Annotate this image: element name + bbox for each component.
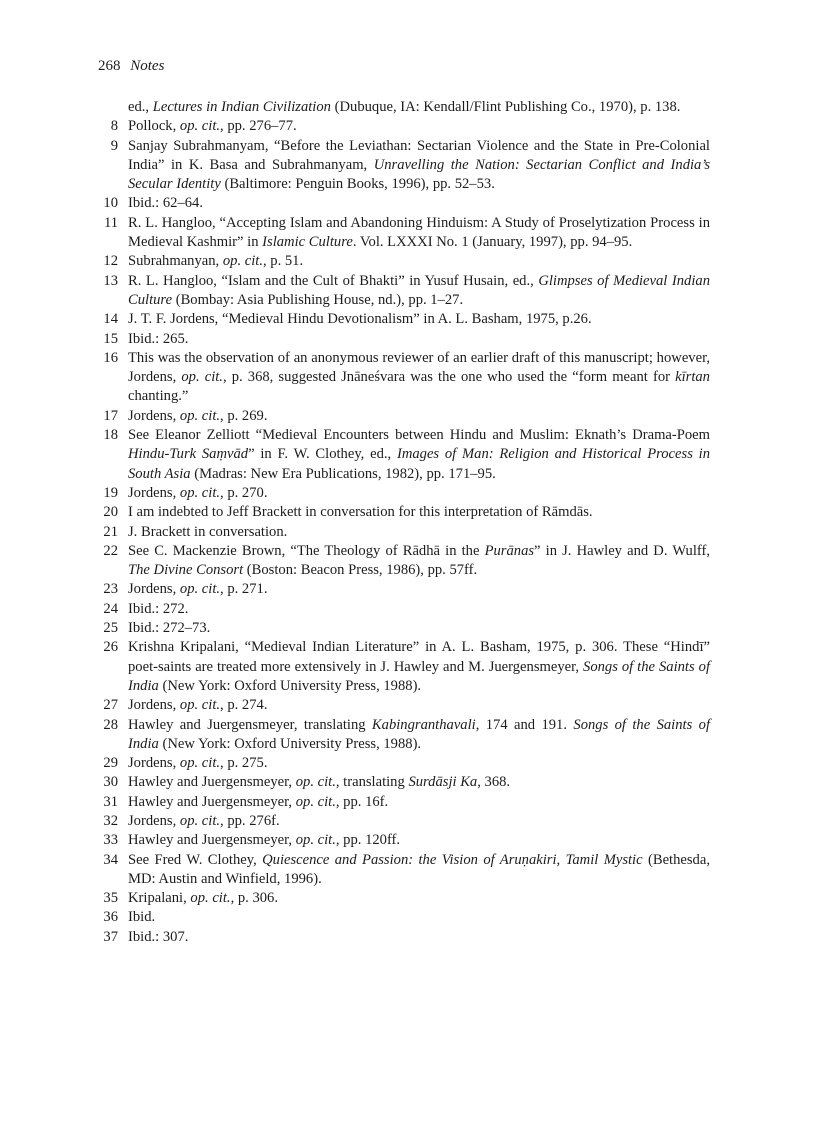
note-item [98,137,710,195]
note-italic-segment: Songs of the Saints of India [128,658,710,694]
note-item [98,523,710,542]
note-text [128,542,710,581]
note-item [98,831,710,850]
note-item [98,426,710,484]
note-number: 15 [103,330,118,347]
note-item [98,117,710,136]
note-segment: (Bethesda, MD: Austin and Winfield, 1996). [128,851,710,887]
note-text [128,137,710,195]
note-segment: chanting.” [128,388,189,405]
page-number: 268 [98,58,121,74]
note-segment: Jordens, [128,484,180,501]
note-segment: , p. 269. [220,407,268,424]
note-text [128,716,710,755]
note-item [98,619,710,638]
note-segment: Ibid.: 272. [128,600,189,617]
note-number: 36 [103,909,118,926]
note-segment: , p. 368, suggested Jnāneśvara was the one who used the “form meant for [222,369,676,386]
note-italic-segment: op. cit. [179,755,221,772]
note-text [128,928,710,947]
note-segment: Hawley and Juergensmeyer, [128,832,296,849]
note-text [128,908,710,927]
note-italic-segment: Songs of the Saints of India [128,716,710,752]
note-segment: Sanjay Subrahmanyam, “Before the Leviathan: Sectarian Violence and the State in Pre-Colonial India” in K. Basa and Subrahmanyam, [128,137,710,173]
note-italic-segment: Lectures in Indian Civilization [152,99,331,115]
note-number: 18 [103,427,118,444]
note-text [128,349,710,407]
note-text [128,214,710,253]
note-number: 23 [103,581,118,598]
note-number: 12 [103,253,118,270]
note-segment: Pollock, [128,118,180,135]
note-number: 10 [103,195,118,212]
note-segment: , pp. 276–77. [220,118,297,135]
note-segment: Ibid. [128,909,156,926]
note-segment: , pp. 120ff. [335,832,401,849]
note-text [128,773,710,792]
note-italic-segment: Kabingranthavali [371,716,476,733]
note-number: 14 [103,311,118,328]
note-segment: (New York: Oxford University Press, 1988). [158,677,422,694]
note-segment: ” in J. Hawley and D. Wulff, [534,542,710,559]
note-segment: See Eleanor Zelliott “Medieval Encounters between Hindu and Muslim: Eknath’s Drama-Poem [128,427,710,444]
note-text [128,484,710,503]
note-segment: Jordens, [128,812,180,829]
note-text [128,310,710,329]
note-segment: Jordens, [128,755,180,772]
note-text [128,503,710,522]
note-segment: , p. 271. [220,581,268,598]
note-number: 20 [103,504,118,521]
note-segment: J. T. F. Jordens, “Medieval Hindu Devotionalism” in A. L. Basham, 1975, p.26. [128,311,592,328]
note-italic-segment: op. cit. [222,253,263,270]
note-text [128,638,710,696]
note-number: 17 [103,407,118,424]
note-text [128,407,710,426]
note-segment: , p. 270. [220,484,268,501]
note-number: 21 [103,523,118,540]
note-text [128,696,710,715]
note-text [128,580,710,599]
note-text [128,754,710,773]
note-italic-segment: Surdāsji Ka [408,774,478,791]
note-number: 26 [103,639,118,656]
note-segment: (New York: Oxford University Press, 1988). [158,735,422,752]
note-number: 30 [103,774,118,791]
note-item [98,542,710,581]
note-segment: Jordens, [128,581,180,598]
note-number: 27 [103,697,118,714]
note-item [98,773,710,792]
note-text [128,330,710,349]
note-segment: Jordens, [128,697,180,714]
note-item [98,484,710,503]
note-segment: R. L. Hangloo, “Accepting Islam and Abandoning Hinduism: A Study of Proselytization Process in Medieval Kashmir” in [128,214,710,251]
note-italic-segment: op. cit. [179,581,221,598]
note-text [128,619,710,638]
note-item [98,696,710,715]
note-item [98,716,710,755]
note-item [98,793,710,812]
note-segment: Hawley and Juergensmeyer, [128,793,296,810]
note-number: 25 [103,620,118,637]
note-italic-segment: op. cit. [179,407,221,424]
note-segment: ” in F. W. Clothey, ed., [248,446,397,463]
note-item [98,98,710,117]
note-item [98,349,710,407]
note-number: 9 [110,137,118,154]
note-segment: Hawley and Juergensmeyer, translating [128,716,372,733]
note-segment: Hawley and Juergensmeyer, [128,774,296,791]
note-segment: See Fred W. Clothey, [128,851,263,868]
note-italic-segment: op. cit. [179,118,221,135]
note-italic-segment: Islamic Culture [262,234,353,251]
note-segment: This was the observation of an anonymous reviewer of an earlier draft of this manuscript; however, Jordens, [128,349,710,386]
note-segment: Subrahmanyan, [128,253,223,270]
note-text [128,523,710,542]
note-segment: Kripalani, [128,890,191,907]
note-item [98,503,710,522]
note-item [98,252,710,271]
note-text [128,812,710,831]
note-segment: . Vol. LXXXI No. 1 (January, 1997), pp. 94–95. [352,234,633,251]
note-text [128,793,710,812]
running-head [98,56,164,76]
note-item [98,272,710,311]
note-number: 19 [103,484,118,501]
note-item [98,851,710,890]
note-segment: (Dubuque, IA: Kendall/Flint Publishing Co., 1970), p. 138. [330,99,681,115]
note-segment: , p. 306. [230,890,278,907]
note-number: 11 [103,214,118,231]
note-text [128,851,710,890]
note-number: 31 [103,793,118,810]
note-segment: (Madras: New Era Publications, 1982), pp. 171–95. [190,465,496,482]
note-segment: Ibid.: 265. [128,330,189,347]
note-item [98,889,710,908]
note-segment: , p. 51. [262,253,304,270]
note-number: 16 [103,349,118,366]
note-item [98,330,710,349]
note-number: 35 [103,890,118,907]
note-segment: , pp. 276f. [220,812,280,829]
note-segment: Ibid.: 62–64. [128,195,203,212]
note-text [128,252,710,271]
note-text [128,889,710,908]
note-segment: , pp. 16f. [335,793,389,810]
note-item [98,214,710,253]
note-item [98,638,710,696]
note-item [98,928,710,947]
note-italic-segment: op. cit. [179,484,221,501]
note-segment: , 368. [477,774,511,791]
note-item [98,580,710,599]
note-text [128,831,710,850]
note-text [128,194,710,213]
note-italic-segment: op. cit. [295,793,336,810]
note-item [98,194,710,213]
note-italic-segment: op. cit. [181,369,223,386]
note-number: 24 [103,600,118,617]
note-italic-segment: Quiescence and Passion: the Vision of Aruṇakiri, Tamil Mystic [262,851,643,868]
note-item [98,600,710,619]
note-number: 33 [103,832,118,849]
note-item [98,310,710,329]
note-segment: , p. 275. [220,755,268,772]
note-italic-segment: op. cit. [179,697,221,714]
note-segment: , p. 274. [220,697,268,714]
note-italic-segment: op. cit. [295,774,336,791]
note-segment: Ibid.: 272–73. [128,620,211,637]
note-item [98,908,710,927]
note-number: 8 [110,118,118,135]
note-segment: J. Brackett in conversation. [128,523,288,540]
note-italic-segment: Glimpses of Medieval Indian Culture [128,272,711,308]
note-number: 22 [103,542,118,559]
note-italic-segment: op. cit. [179,812,221,829]
note-segment: I am indebted to Jeff Brackett in conversation for this interpretation of Rāmdās. [128,504,593,521]
note-number: 29 [103,755,118,772]
note-italic-segment: Images of Man: Religion and Historical Process in South Asia [128,446,710,482]
note-segment: (Bombay: Asia Publishing House, nd.), pp. 1–27. [172,291,464,308]
note-text [128,426,710,484]
note-segment: See C. Mackenzie Brown, “The Theology of Rādhā in the [128,542,485,559]
note-italic-segment: Hindu-Turk Saṃvād [128,446,249,463]
note-italic-segment: Purānas [484,542,535,559]
note-item [98,754,710,773]
note-segment: ed., [128,99,153,115]
note-text [128,117,710,136]
note-segment: (Boston: Beacon Press, 1986), pp. 57ff. [243,562,478,579]
note-text [128,98,710,117]
note-text [128,600,710,619]
notes-list [98,98,710,947]
note-segment: Ibid.: 307. [128,928,189,945]
note-segment: , 174 and 191. [475,716,574,733]
note-item [98,812,710,831]
note-segment: (Baltimore: Penguin Books, 1996), pp. 52–53. [220,176,495,193]
note-italic-segment: op. cit. [295,832,336,849]
note-item [98,407,710,426]
note-italic-segment: The Divine Consort [128,562,244,579]
note-italic-segment: Unravelling the Nation: Sectarian Conflict and India’s Secular Identity [128,156,710,193]
note-number: 34 [103,851,118,868]
note-number: 37 [103,928,118,945]
note-segment: R. L. Hangloo, “Islam and the Cult of Bhakti” in Yusuf Husain, ed., [128,272,539,289]
note-segment: Jordens, [128,407,180,424]
note-segment: , translating [335,774,409,791]
note-italic-segment: op. cit. [190,890,231,907]
note-segment: Krishna Kripalani, “Medieval Indian Literature” in A. L. Basham, 1975, p. 306. These “Hindī” poet-saints are treated more extensively in J. Hawley and M. Juergensmeyer, [128,639,710,675]
note-number: 28 [103,716,118,733]
note-number: 13 [103,272,118,289]
note-number: 32 [103,812,118,829]
note-italic-segment: kīrtan [675,369,710,386]
note-text [128,272,710,311]
section-title: Notes [130,58,165,74]
